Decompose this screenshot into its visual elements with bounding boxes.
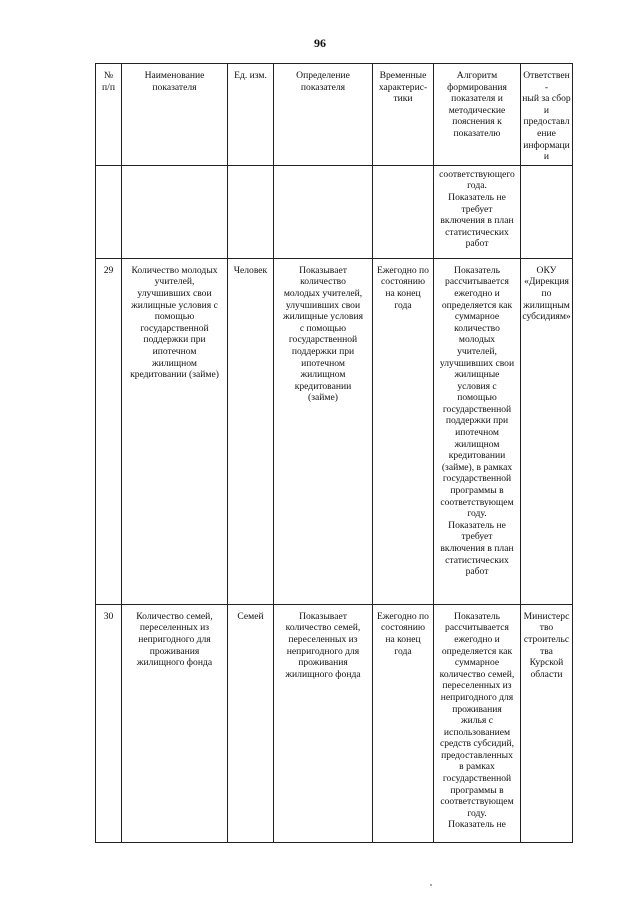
cell-empty [373, 165, 434, 258]
table-row [96, 258, 573, 604]
cell-definition: Показывает количество семей, переселенных из непригодного для проживания жилищного фонда [274, 604, 373, 842]
cell-algorithm: Показатель рассчитывается ежегодно и определяется как суммарное количество молодых учителей, улучшивших свои жилищные условия с помощью государственной поддержки при ипотечном жилищном кредитовании (займе), в рамках государственной программы в соответствующем году. Показатель не требует включения в план статистических работ [434, 258, 521, 604]
header-definition: Определение показателя [274, 64, 373, 166]
table-row-continuation [96, 165, 573, 258]
table-header-row [96, 64, 573, 166]
header-num: № п/п [96, 64, 122, 166]
header-time: Временные характерис- тики [373, 64, 434, 166]
cell-num: 30 [96, 604, 122, 842]
cell-empty [521, 165, 573, 258]
cell-definition: Показывает количество молодых учителей, улучшивших свои жилищные условия с помощью государственной поддержки при ипотечном жилищном кредитовании (займе) [274, 258, 373, 604]
cell-responsible: Министерство строительства Курской области [521, 604, 573, 842]
cell-unit: Семей [228, 604, 274, 842]
indicators-table [95, 63, 573, 843]
cell-unit: Человек [228, 258, 274, 604]
header-unit: Ед. изм. [228, 64, 274, 166]
header-algorithm: Алгоритм формирования показателя и методические пояснения к показателю [434, 64, 521, 166]
cell-time: Ежегодно по состоянию на конец года [373, 258, 434, 604]
cell-empty [228, 165, 274, 258]
cell-time: Ежегодно по состоянию на конец года [373, 604, 434, 842]
page-number: 96 [314, 36, 326, 50]
cell-empty [274, 165, 373, 258]
cell-name: Количество семей, переселенных из непригодного для проживания жилищного фонда [122, 604, 228, 842]
cell-responsible: ОКУ «Дирекция по жилищным субсидиям» [521, 258, 573, 604]
cell-algorithm: соответствующего года. Показатель не требует включения в план статистических работ [434, 165, 521, 258]
table-row [96, 604, 573, 842]
header-responsible: Ответствен- ный за сбор и предоставление информации [521, 64, 573, 166]
cell-algorithm: Показатель рассчитывается ежегодно и определяется как суммарное количество семей, переселенных из непригодного для проживания жилья с использованием средств субсидий, предоставленных в рамках государственной программы в соответствующем году. Показатель не [434, 604, 521, 842]
cell-empty [122, 165, 228, 258]
cell-name: Количество молодых учителей, улучшивших свои жилищные условия с помощью государственной поддержки при ипотечном жилищном кредитовании (займе) [122, 258, 228, 604]
cell-num: 29 [96, 258, 122, 604]
cell-empty [96, 165, 122, 258]
header-name: Наименование показателя [122, 64, 228, 166]
scan-speck [430, 884, 432, 886]
